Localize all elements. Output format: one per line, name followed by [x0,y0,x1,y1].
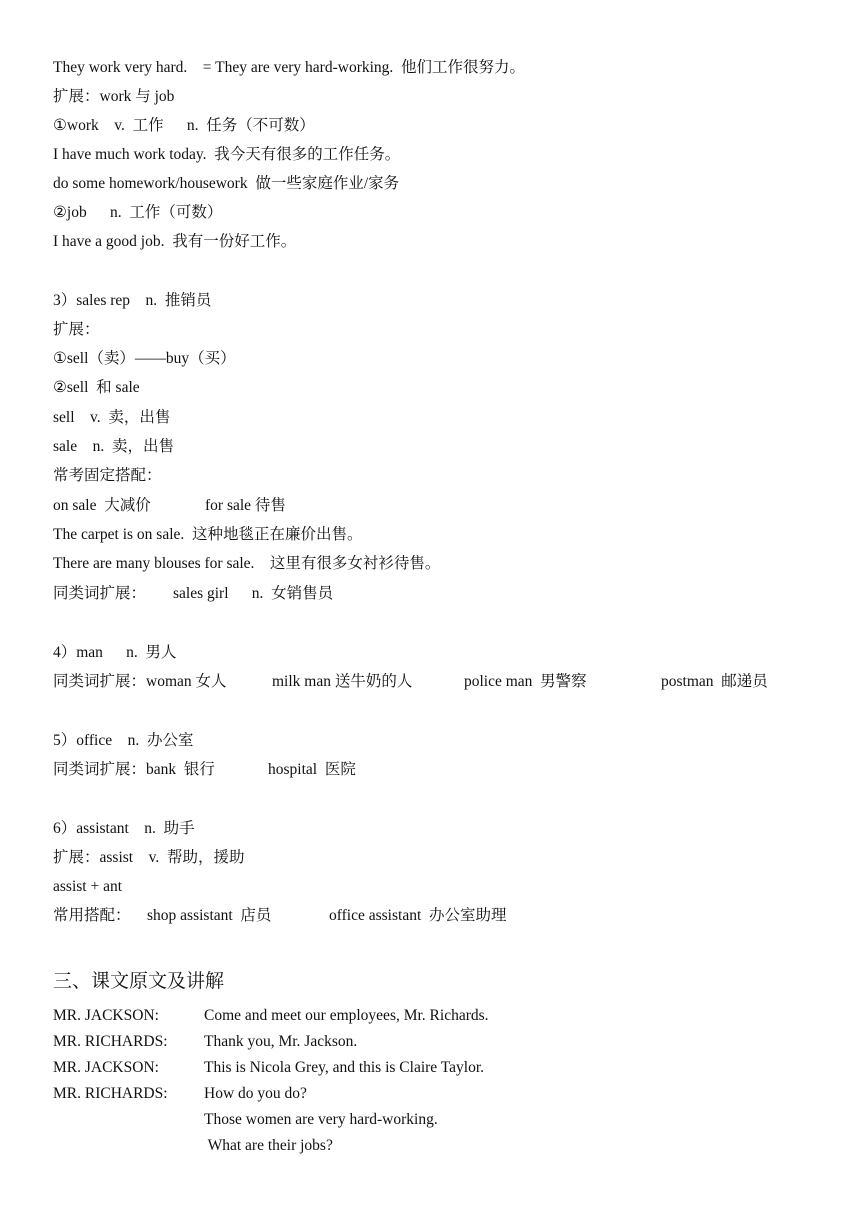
text-line: I have a good job. 我有一份好工作。 [53,233,297,250]
dialogue-speaker: MR. RICHARDS: [53,1033,168,1050]
text-line: There are many blouses for sale. 这里有很多女衬衫待售。 [53,555,441,572]
word-woman: 同类词扩展：woman 女人 [53,673,227,690]
text-line: 扩展：assist v. 帮助，援助 [53,849,245,866]
dialogue-line [53,1109,813,1131]
phrase-on-sale: on sale 大减价 [53,497,151,514]
dialogue-text: This is Nicola Grey, and this is Claire Taylor. [204,1059,485,1076]
text-line: 扩展：work 与 job [53,88,175,105]
dialogue-text: How do you do? [204,1085,307,1102]
dialogue-text: Come and meet our employees, Mr. Richards. [204,1007,489,1024]
dialogue-text: Those women are very hard-working. [204,1111,438,1128]
text-line: They work very hard. = They are very hard-working. 他们工作很努力。 [53,59,526,76]
text-line: assist + ant [53,878,123,895]
dialogue-line [53,1083,813,1105]
dialogue-line [53,1031,813,1053]
dialogue-speaker: MR. RICHARDS: [53,1085,168,1102]
word-bank: 同类词扩展：bank 银行 [53,761,215,778]
word-hospital: hospital 医院 [268,761,356,778]
vocab-heading: 5）office n. 办公室 [53,732,194,749]
vocab-heading: 4）man n. 男人 [53,644,177,661]
vocab-heading: 3）sales rep n. 推销员 [53,292,212,309]
phrase-office-assistant: office assistant 办公室助理 [329,907,507,924]
text-line: sell v. 卖，出售 [53,409,171,426]
text-line: 常考固定搭配： [53,467,162,484]
dialogue-speaker: MR. JACKSON: [53,1059,159,1076]
label-similar-words: 同类词扩展： [53,585,147,602]
word-postman: postman 邮递员 [661,673,768,690]
dialogue-speaker: MR. JACKSON: [53,1007,159,1024]
section-heading: 三、课文原文及讲解 [53,971,225,992]
vocab-heading: 6）assistant n. 助手 [53,820,195,837]
word-milk-man: milk man 送牛奶的人 [272,673,413,690]
text-line: The carpet is on sale. 这种地毯正在廉价出售。 [53,526,363,543]
word-sales-girl: sales girl n. 女销售员 [173,585,334,602]
dialogue-text: What are their jobs? [204,1137,333,1154]
text-line: do some homework/housework 做一些家庭作业/家务 [53,175,400,192]
text-line: sale n. 卖，出售 [53,438,174,455]
label-common-collocation: 常用搭配： [53,907,131,924]
phrase-shop-assistant: shop assistant 店员 [147,907,272,924]
text-line: 扩展： [53,321,100,338]
dialogue-line [53,1057,813,1079]
text-line: ②sell 和 sale [53,379,140,396]
dialogue-line [53,1005,813,1027]
text-line: I have much work today. 我今天有很多的工作任务。 [53,146,401,163]
text-line: ①work v. 工作 n. 任务（不可数） [53,117,315,134]
text-line: ①sell（卖）——buy（买） [53,350,236,367]
dialogue-text: Thank you, Mr. Jackson. [204,1033,358,1050]
text-line: ②job n. 工作（可数） [53,204,223,221]
dialogue-line [53,1135,813,1157]
word-police-man: police man 男警察 [464,673,587,690]
phrase-for-sale: for sale 待售 [205,497,286,514]
